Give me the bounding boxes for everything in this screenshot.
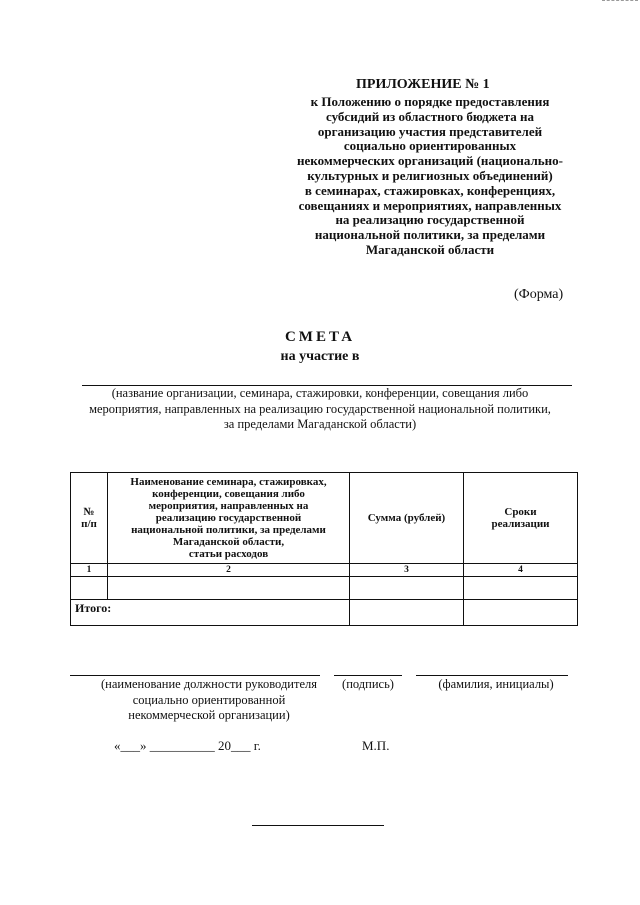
stamp-label: М.П.	[362, 738, 390, 753]
scan-corner-mark	[602, 0, 638, 5]
appendix-line: в семинарах, стажировках, конференциях,	[304, 182, 556, 198]
estimate-table	[70, 472, 578, 626]
column-number: 2	[108, 564, 350, 577]
total-amount-cell[interactable]	[350, 600, 464, 626]
participation-name-hint	[60, 386, 580, 433]
total-deadline-cell[interactable]	[464, 600, 578, 626]
date-field[interactable]: «___» __________ 20___ г.	[114, 738, 261, 753]
table-cell[interactable]	[464, 577, 578, 600]
document-subtitle: на участие в	[280, 349, 360, 364]
full-name-caption: (фамилия, инициалы)	[438, 677, 554, 691]
appendix-description	[262, 95, 598, 258]
table-cell[interactable]	[71, 577, 108, 600]
header-amount: Сумма (рублей)	[350, 473, 464, 564]
hint-line: за пределами Магаданской области)	[223, 417, 417, 431]
appendix-line: Магаданской области	[365, 241, 495, 257]
position-line[interactable]	[70, 675, 320, 676]
appendix-line: совещаниях и мероприятиях, направленных	[298, 197, 562, 213]
table-header-row	[71, 473, 578, 564]
header-deadlines: Сроки реализации	[464, 473, 578, 564]
signature-caption: (подпись)	[342, 677, 394, 691]
table-cell[interactable]	[350, 577, 464, 600]
total-label: Итого:	[71, 600, 350, 626]
appendix-line: национальной политики, за пределами	[314, 227, 546, 243]
appendix-line: некоммерческих организаций (национально-	[297, 153, 563, 169]
appendix-line: к Положению о порядке предоставления	[310, 94, 550, 109]
appendix-line: культурных и религиозных объединений)	[307, 167, 553, 183]
table-cell[interactable]	[108, 577, 350, 600]
hint-line: (название организации, семинара, стажировки, конференции, совещания либо	[111, 386, 529, 400]
appendix-line: социально ориентированных	[343, 138, 517, 154]
header-item-name: Наименование семинара, стажировках, конференции, совещания либо мероприятия, направленных на реализацию государственной национальной политики, за пределами Магаданской области, статьи расходов	[108, 473, 350, 564]
form-label: (Форма)	[514, 287, 564, 302]
position-caption: (наименование должности руководителя социально ориентированной некоммерческой организации)	[101, 677, 317, 722]
table-row	[71, 577, 578, 600]
appendix-line: на реализацию государственной	[335, 212, 525, 228]
signature-line[interactable]	[334, 675, 402, 676]
header-number: № п/п	[71, 473, 108, 564]
column-number: 4	[464, 564, 578, 577]
column-number: 3	[350, 564, 464, 577]
footer-line	[252, 825, 384, 826]
appendix-line: субсидий из областного бюджета на	[326, 108, 534, 124]
appendix-title: ПРИЛОЖЕНИЕ № 1	[356, 77, 490, 92]
appendix-line: организацию участия представителей	[317, 123, 543, 139]
column-number: 1	[71, 564, 108, 577]
total-row	[71, 600, 578, 626]
column-number-row	[71, 564, 578, 577]
document-title: СМЕТА	[284, 329, 356, 345]
hint-line: мероприятия, направленных на реализацию государственной национальной политики,	[89, 401, 551, 416]
full-name-line[interactable]	[416, 675, 568, 676]
